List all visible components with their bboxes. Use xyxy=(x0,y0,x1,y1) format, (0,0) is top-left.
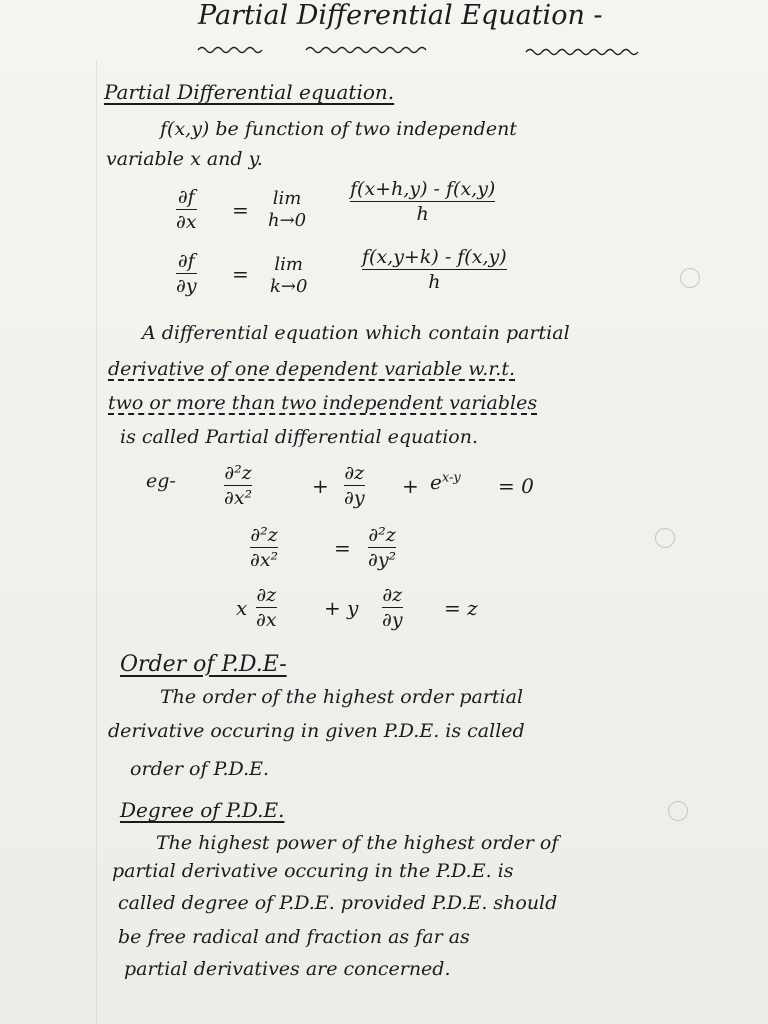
first-partial-y: ∂z ∂y xyxy=(382,584,403,631)
margin-line xyxy=(96,60,97,1024)
text-line: is called Partial differential equation. xyxy=(120,426,478,448)
equation-rhs: = 0 xyxy=(498,474,534,498)
second-partial-xx: ∂²z ∂x² xyxy=(224,462,253,509)
middle-term: + y xyxy=(324,596,359,620)
section-heading: Order of P.D.E- xyxy=(120,652,287,677)
text-line: A differential equation which contain partial xyxy=(142,322,570,344)
bleed-through-mark xyxy=(655,528,675,548)
plus-sign: + xyxy=(402,474,419,498)
text-line: called degree of P.D.E. provided P.D.E. should xyxy=(118,892,558,914)
limit: lim h→0 xyxy=(268,188,307,231)
text-line: The highest power of the highest order of xyxy=(156,832,559,854)
first-partial-x: ∂z ∂x xyxy=(256,584,277,631)
equals-sign: = xyxy=(334,536,351,560)
second-partial-xx: ∂²z ∂x² xyxy=(250,524,279,571)
equals-sign: = xyxy=(232,198,249,222)
difference-quotient: f(x+h,y) - f(x,y) h xyxy=(350,178,496,225)
bleed-through-mark xyxy=(668,801,688,821)
text-line: partial derivative occuring in the P.D.E. is xyxy=(112,860,514,882)
coefficient-x: x xyxy=(236,596,248,620)
text-line: partial derivatives are concerned. xyxy=(124,958,451,980)
limit: lim k→0 xyxy=(270,254,308,297)
text-line: two or more than two independent variables xyxy=(108,392,538,414)
text-line: variable x and y. xyxy=(106,148,263,170)
example-label: eg- xyxy=(146,470,176,492)
derivative-fraction: ∂f ∂x xyxy=(176,186,197,233)
difference-quotient: f(x,y+k) - f(x,y) h xyxy=(362,246,507,293)
text-line: derivative occuring in given P.D.E. is called xyxy=(108,720,525,742)
equals-sign: = xyxy=(232,262,249,286)
text-line: derivative of one dependent variable w.r.t. xyxy=(108,358,516,380)
title-underline xyxy=(196,42,666,56)
derivative-fraction: ∂f ∂y xyxy=(176,250,197,297)
text-line: The order of the highest order partial xyxy=(160,686,524,708)
section-heading: Partial Differential equation. xyxy=(104,80,395,104)
plus-sign: + xyxy=(312,474,329,498)
bleed-through-mark xyxy=(680,268,700,288)
text-line: order of P.D.E. xyxy=(130,758,270,780)
first-partial-y: ∂z ∂y xyxy=(344,462,365,509)
text-line: be free radical and fraction as far as xyxy=(118,926,470,948)
second-partial-yy: ∂²z ∂y² xyxy=(368,524,397,571)
page-title: Partial Differential Equation - xyxy=(198,0,603,31)
equation-rhs: = z xyxy=(444,596,478,620)
text-line: f(x,y) be function of two independent xyxy=(160,118,517,140)
section-heading: Degree of P.D.E. xyxy=(120,798,285,822)
exponential-term: $e^{x-y}$ xyxy=(430,470,461,494)
